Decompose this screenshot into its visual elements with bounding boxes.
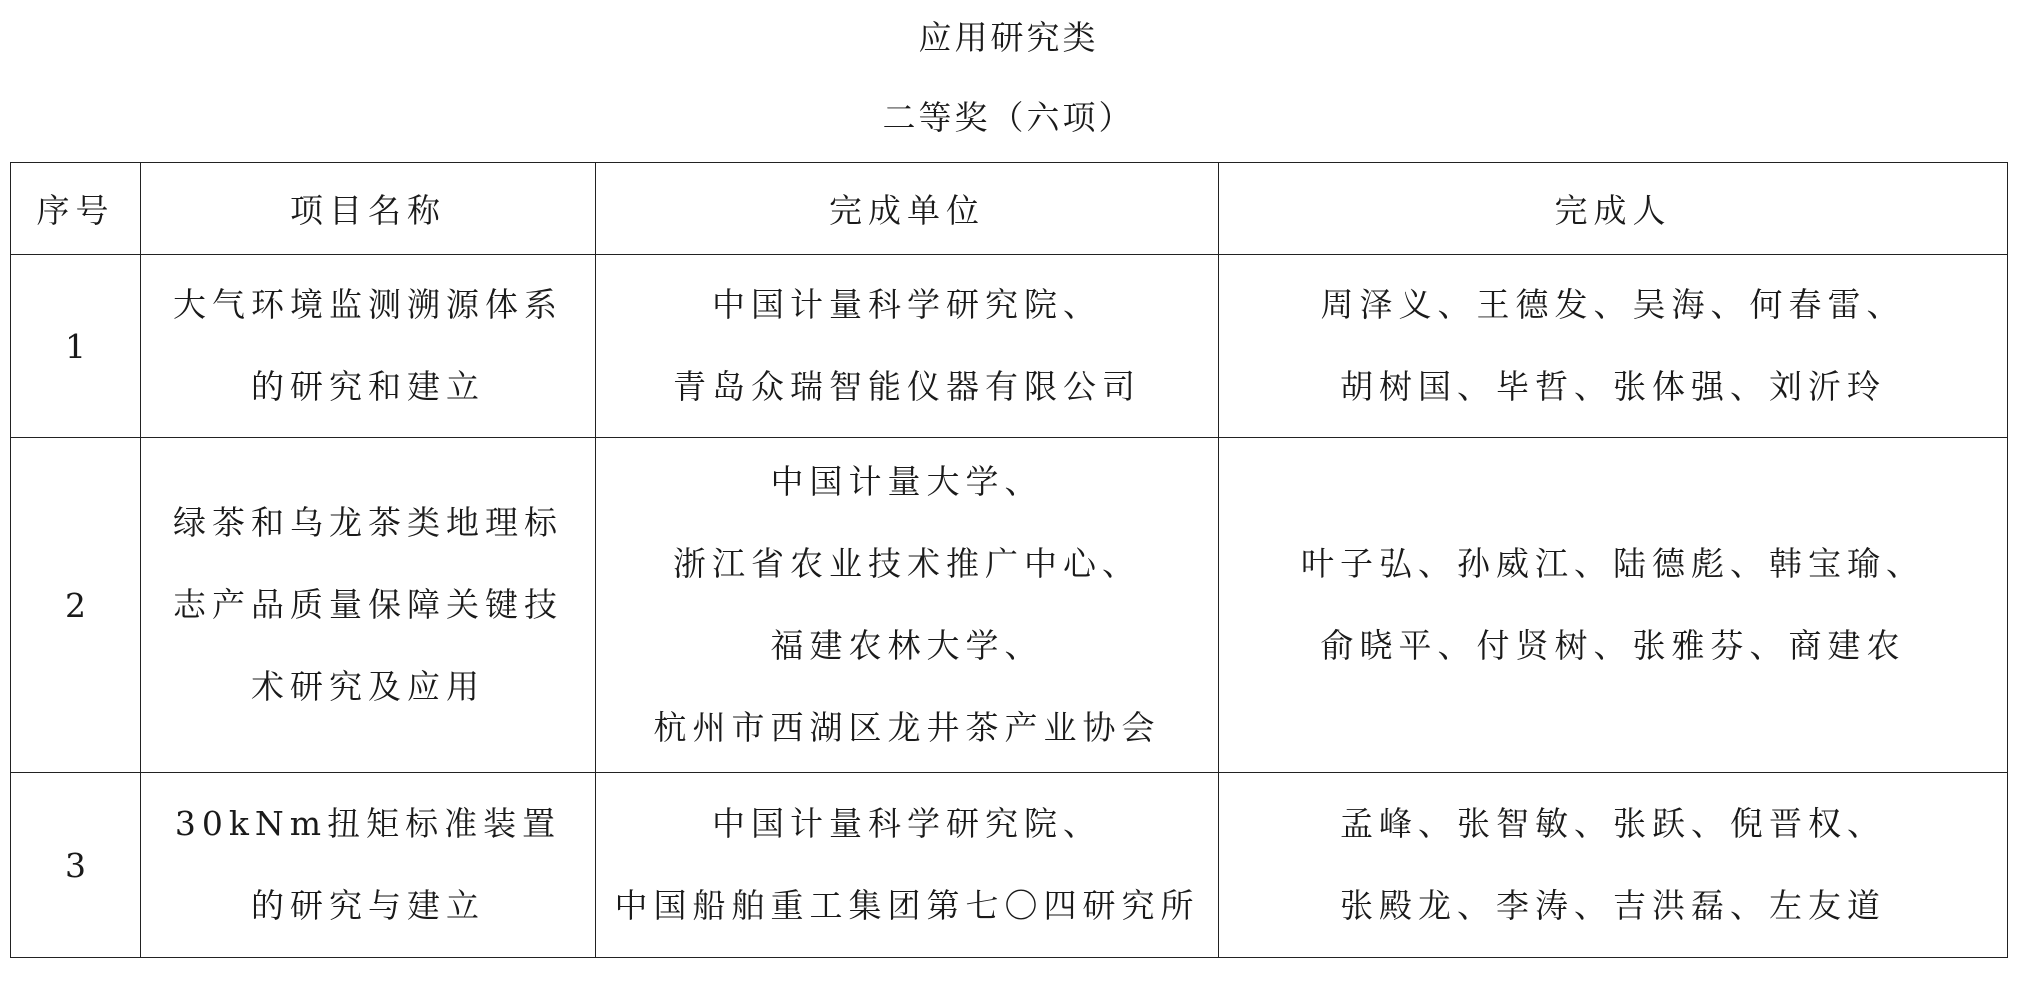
table-header-row	[11, 163, 2008, 255]
row-project-name: 大气环境监测溯源体系的研究和建立	[141, 255, 596, 438]
row-units	[596, 255, 1219, 438]
row-people	[1219, 438, 2008, 773]
unit-line: 中国计量科学研究院、	[712, 804, 1102, 843]
row-serial: 1	[11, 255, 141, 438]
people-line: 俞晓平、付贤树、张雅芬、商建农	[1320, 626, 1906, 665]
unit-line: 中国计量大学、	[770, 462, 1044, 501]
people-line: 叶子弘、孙威江、陆德彪、韩宝瑜、	[1301, 544, 1925, 583]
page-title: 应用研究类	[918, 18, 1099, 57]
row-units	[596, 438, 1219, 773]
people-line: 周泽义、王德发、吴海、何春雷、	[1320, 285, 1906, 324]
unit-line: 青岛众瑞智能仪器有限公司	[673, 367, 1141, 406]
unit-line: 福建农林大学、	[770, 626, 1044, 665]
row-people	[1219, 773, 2008, 958]
table-row	[11, 773, 2008, 958]
unit-line: 杭州市西湖区龙井茶产业协会	[653, 708, 1161, 747]
award-subtitle: 二等奖（六项）	[882, 98, 1135, 137]
people-line: 张殿龙、李涛、吉洪磊、左友道	[1340, 886, 1886, 925]
header-people: 完成人	[1219, 163, 2008, 255]
header-serial: 序号	[11, 163, 141, 255]
header-project-name: 项目名称	[141, 163, 596, 255]
row-project-name: 30kNm扭矩标准装置的研究与建立	[141, 773, 596, 958]
awards-table	[10, 162, 2008, 958]
row-units	[596, 773, 1219, 958]
unit-line: 中国船舶重工集团第七〇四研究所	[614, 886, 1200, 925]
header-units: 完成单位	[596, 163, 1219, 255]
people-line: 孟峰、张智敏、张跃、倪晋权、	[1340, 804, 1886, 843]
people-line: 胡树国、毕哲、张体强、刘沂玲	[1340, 367, 1886, 406]
table-row	[11, 438, 2008, 773]
unit-line: 中国计量科学研究院、	[712, 285, 1102, 324]
table-row	[11, 255, 2008, 438]
row-people	[1219, 255, 2008, 438]
row-serial: 3	[11, 773, 141, 958]
row-project-name: 绿茶和乌龙茶类地理标志产品质量保障关键技术研究及应用	[141, 438, 596, 773]
unit-line: 浙江省农业技术推广中心、	[673, 544, 1141, 583]
row-serial: 2	[11, 438, 141, 773]
